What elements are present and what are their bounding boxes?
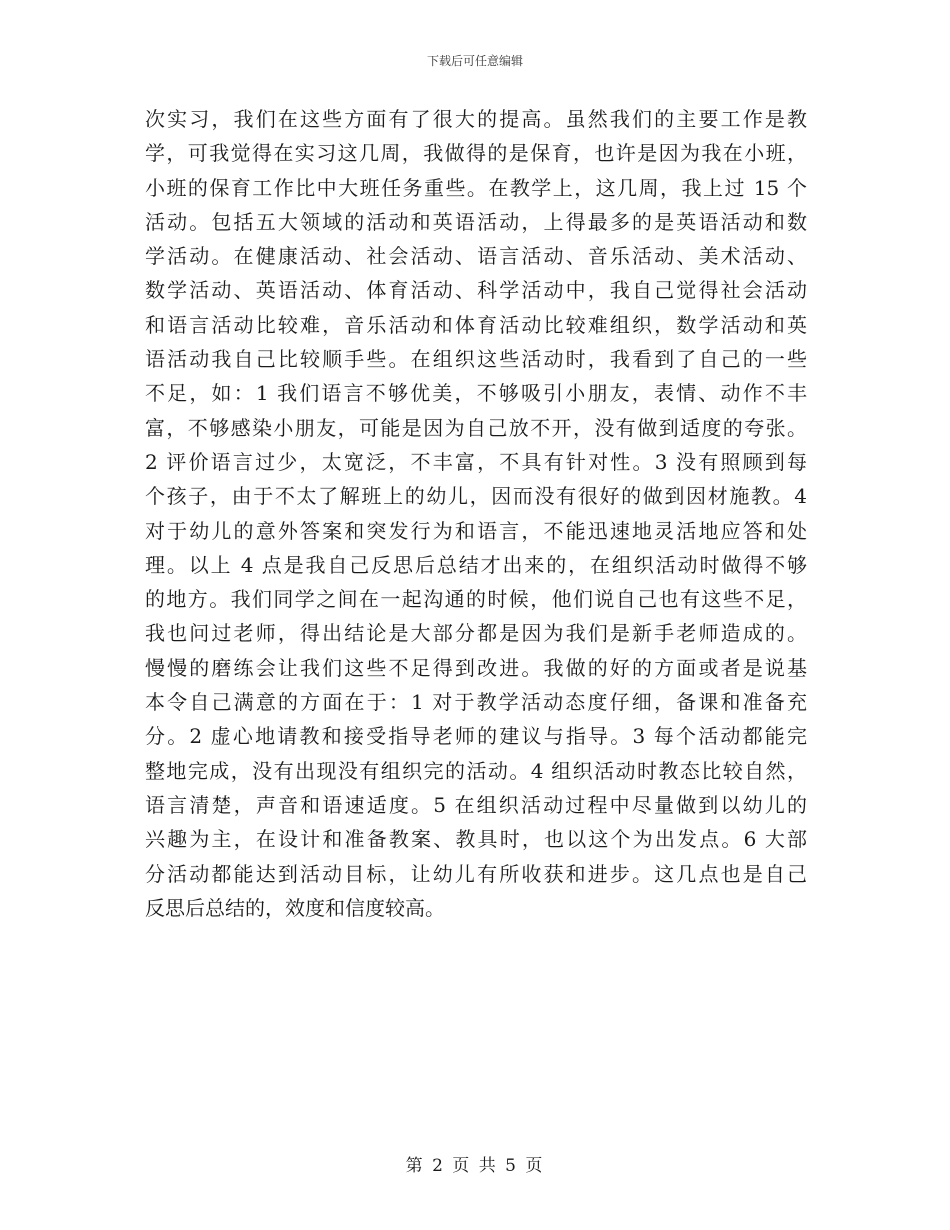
body-line-18: 本令自己满意的方面在于：1 对于教学活动态度仔细，备课和准备充 — [145, 690, 807, 715]
body-line-22: 兴趣为主，在设计和准备教案、教具时，也以这个为出发点。6 大部 — [145, 827, 807, 852]
body-line-21: 语言清楚，声音和语速适度。5 在组织活动过程中尽量做到以幼儿的 — [145, 792, 807, 817]
body-line-1: 次实习，我们在这些方面有了很大的提高。虽然我们的主要工作是教 — [145, 107, 807, 131]
body-line-12: 个孩子，由于不太了解班上的幼儿，因而没有很好的做到因材施教。4 — [145, 484, 807, 509]
body-line-3: 小班的保育工作比中大班任务重些。在教学上，这几周，我上过 15 个 — [145, 175, 807, 200]
body-line-16: 我也问过老师，得出结论是大部分都是因为我们是新手老师造成的。 — [145, 621, 807, 646]
body-line-19: 分。2 虚心地请教和接受指导老师的建议与指导。3 每个活动都能完 — [145, 724, 807, 749]
body-line-2: 学，可我觉得在实习这几周，我做得的是保育，也许是因为我在小班， — [145, 141, 807, 166]
page-header-note: 下载后可任意编辑 — [426, 54, 523, 68]
body-line-5: 学活动。在健康活动、社会活动、语言活动、音乐活动、美术活动、 — [145, 244, 807, 269]
body-line-6: 数学活动、英语活动、体育活动、科学活动中，我自己觉得社会活动 — [145, 278, 807, 303]
body-line-14: 理。以上 4 点是我自己反思后总结才出来的，在组织活动时做得不够 — [145, 552, 807, 577]
body-line-7: 和语言活动比较难，音乐活动和体育活动比较难组织，数学活动和英 — [145, 312, 807, 337]
page-number-footer: 第 2 页 共 5 页 — [405, 1156, 545, 1176]
body-line-8: 语活动我自己比较顺手些。在组织这些活动时，我看到了自己的一些 — [145, 347, 807, 372]
body-line-11: 2 评价语言过少，太宽泛，不丰富，不具有针对性。3 没有照顾到每 — [145, 449, 807, 474]
body-line-9: 不足，如：1 我们语言不够优美，不够吸引小朋友，表情、动作不丰 — [145, 381, 807, 406]
body-line-20: 整地完成，没有出现没有组织完的活动。4 组织活动时教态比较自然， — [145, 758, 807, 783]
document-body — [145, 102, 807, 925]
body-line-23: 分活动都能达到活动目标，让幼儿有所收获和进步。这几点也是自己 — [145, 861, 807, 886]
body-line-24: 反思后总结的，效度和信度较高。 — [145, 895, 445, 920]
body-line-10: 富，不够感染小朋友，可能是因为自己放不开，没有做到适度的夸张。 — [145, 415, 807, 440]
body-line-17: 慢慢的磨练会让我们这些不足得到改进。我做的好的方面或者是说基 — [145, 655, 807, 680]
body-line-4: 活动。包括五大领域的活动和英语活动，上得最多的是英语活动和数 — [145, 209, 807, 234]
body-line-13: 对于幼儿的意外答案和突发行为和语言，不能迅速地灵活地应答和处 — [145, 518, 807, 543]
body-line-15: 的地方。我们同学之间在一起沟通的时候，他们说自己也有这些不足， — [145, 587, 807, 612]
